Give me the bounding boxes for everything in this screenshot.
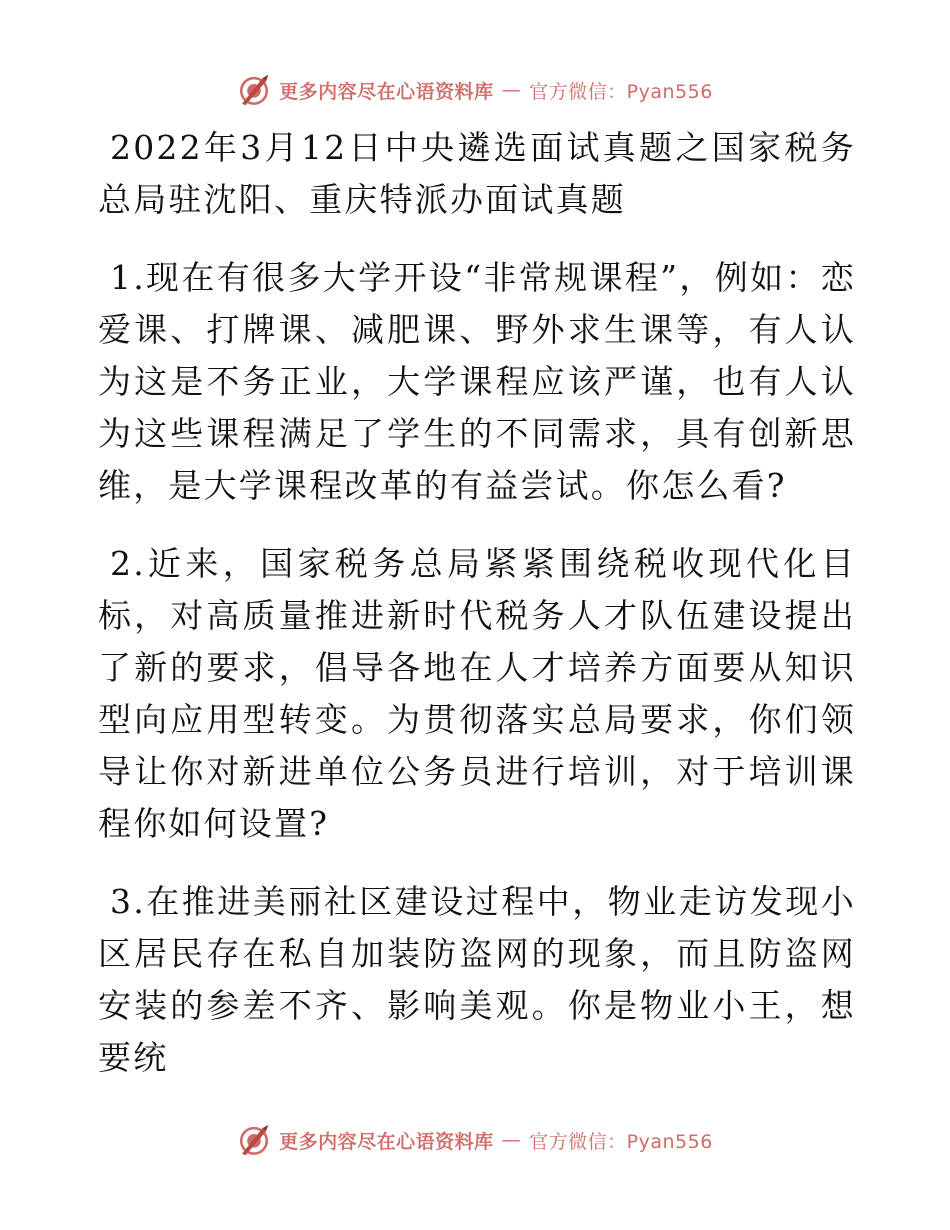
document-title: 2022年3月12日中央遴选面试真题之国家税务总局驻沈阳、重庆特派办面试真题 bbox=[98, 128, 856, 219]
question-2: 2.近来，国家税务总局紧紧围绕税收现代化目标，对高质量推进新时代税务人才队伍建设提出了新的要求，倡导各地在人才培养方面要从知识型向应用型转变。为贯彻落实总局要求，你们领导让你对新进单位公务员进行培训，对于培训课程你如何设置? bbox=[98, 544, 856, 843]
quill-pen-seal-icon bbox=[237, 73, 271, 107]
quill-pen-seal-icon bbox=[237, 1123, 271, 1157]
header-watermark bbox=[0, 68, 950, 112]
question-3: 3.在推进美丽社区建设过程中，物业走访发现小区居民存在私自加装防盗网的现象，而且防盗网安装的参差不齐、影响美观。你是物业小王，想要统 bbox=[98, 882, 856, 1077]
watermark-separator: — bbox=[501, 1129, 522, 1151]
watermark-text: 更多内容尽在心语资料库 bbox=[279, 80, 494, 103]
watermark-separator: — bbox=[501, 79, 522, 101]
question-1: 1.现在有很多大学开设“非常规课程”，例如：恋爱课、打牌课、减肥课、野外求生课等，有人认为这是不务正业，大学课程应该严谨，也有人认为这些课程满足了学生的不同需求，具有创新思维，是大学课程改革的有益尝试。你怎么看? bbox=[98, 258, 856, 505]
footer-watermark bbox=[0, 1118, 950, 1162]
document-body bbox=[98, 122, 856, 1084]
watermark-contact: 官方微信：Pyan556 bbox=[529, 80, 713, 103]
watermark-contact: 官方微信：Pyan556 bbox=[529, 1130, 713, 1153]
watermark-text: 更多内容尽在心语资料库 bbox=[279, 1130, 494, 1153]
